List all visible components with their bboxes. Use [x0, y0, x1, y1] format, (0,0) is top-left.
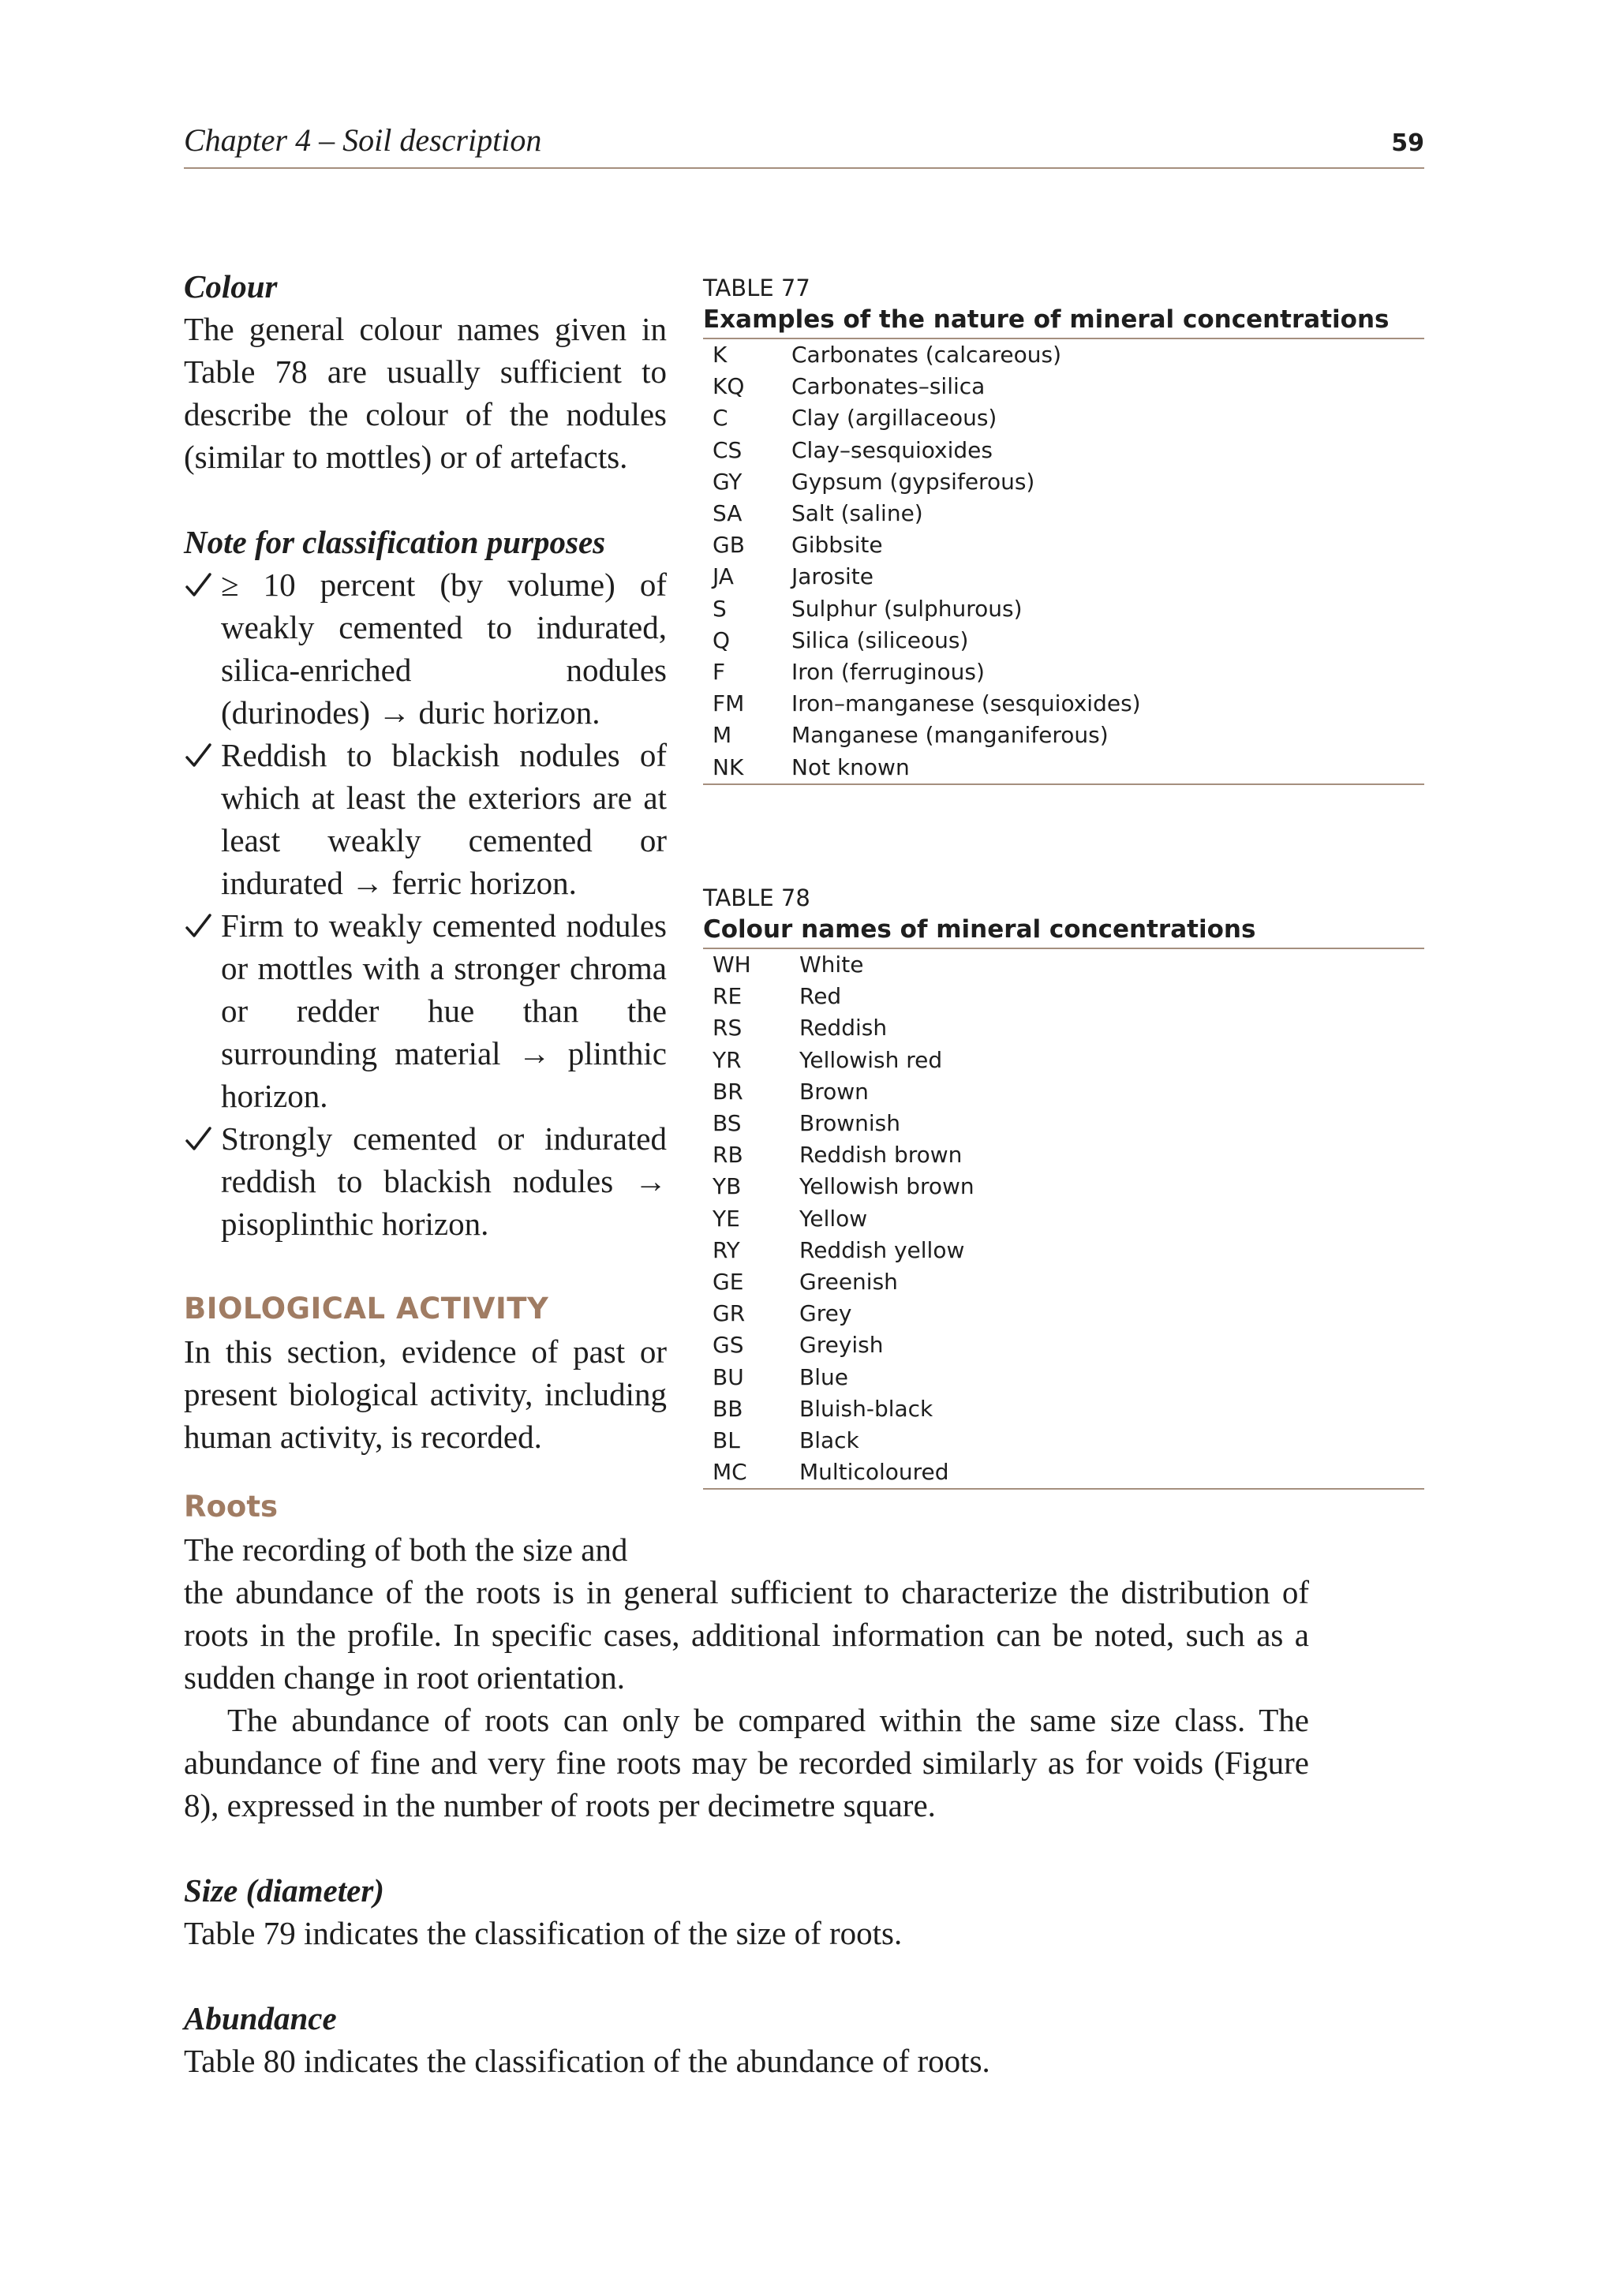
- check-icon: [184, 563, 215, 606]
- name-cell: Jarosite: [791, 563, 874, 590]
- running-header: [184, 118, 1424, 169]
- table-row: [703, 435, 1424, 466]
- running-title: Chapter 4 – Soil description: [184, 122, 542, 158]
- name-cell: Reddish yellow: [799, 1236, 965, 1263]
- abundance-heading: Abundance: [184, 2000, 337, 2036]
- table-row: [703, 1361, 1424, 1393]
- table-row: [703, 1298, 1424, 1329]
- biological-activity-heading: BIOLOGICAL ACTIVITY: [184, 1292, 549, 1326]
- table-row: [703, 1329, 1424, 1361]
- table-row: [703, 498, 1424, 529]
- name-cell: Gypsum (gypsiferous): [791, 468, 1035, 495]
- spacer: [184, 1954, 1309, 1997]
- name-cell: Carbonates–silica: [791, 373, 986, 400]
- name-cell: Iron (ferruginous): [791, 658, 985, 685]
- code-cell: YB: [713, 1173, 742, 1200]
- name-cell: Manganese (manganiferous): [791, 722, 1109, 749]
- note-item-text: Reddish to blackish nodules of which at least the exteriors are at least weakly cemented or indurated → ferric horizon.: [221, 737, 667, 901]
- table-row: [703, 1171, 1424, 1202]
- name-cell: Reddish brown: [799, 1142, 963, 1169]
- name-cell: Not known: [791, 753, 910, 780]
- table-row: [703, 1012, 1424, 1044]
- check-icon: [184, 734, 215, 776]
- table-row: [703, 339, 1424, 371]
- abundance-text: Table 80 indicates the classification of the abundance of roots.: [184, 2043, 990, 2079]
- code-cell: GE: [713, 1268, 744, 1295]
- code-cell: JA: [713, 563, 734, 590]
- table-row: [703, 1045, 1424, 1076]
- name-cell: Clay–sesquioxides: [791, 436, 993, 463]
- roots-paragraph-1-first-line: The recording of both the size and: [184, 1531, 628, 1568]
- table-row: [703, 720, 1424, 751]
- name-cell: Blue: [799, 1363, 848, 1390]
- table-row: [703, 561, 1424, 593]
- name-cell: Yellow: [799, 1205, 868, 1232]
- code-cell: YE: [713, 1205, 740, 1232]
- code-cell: RS: [713, 1015, 743, 1041]
- table-row: [703, 1393, 1424, 1425]
- note-heading: Note for classification purposes: [184, 524, 606, 560]
- code-cell: GB: [713, 532, 745, 559]
- code-cell: F: [713, 658, 726, 685]
- bottom-column: [184, 1486, 1309, 2082]
- note-item: [184, 1117, 667, 1245]
- table-row: [703, 656, 1424, 688]
- code-cell: RB: [713, 1142, 743, 1169]
- table-row: [703, 1425, 1424, 1457]
- code-cell: GY: [713, 468, 743, 495]
- code-cell: YR: [713, 1046, 742, 1073]
- table-row: [703, 688, 1424, 720]
- name-cell: Grey: [799, 1300, 852, 1327]
- table-row: [703, 751, 1424, 783]
- name-cell: Gibbsite: [791, 532, 883, 559]
- code-cell: MC: [713, 1459, 747, 1486]
- note-item-text: Firm to weakly cemented nodules or mottles with a stronger chroma or redder hue than the surrounding material → plinthic horizon.: [221, 907, 667, 1114]
- table-78: [703, 883, 1424, 1490]
- table-row: [703, 1108, 1424, 1139]
- name-cell: Red: [799, 983, 842, 1010]
- roots-heading: Roots: [184, 1490, 279, 1524]
- check-icon: [184, 1117, 215, 1160]
- note-item: [184, 563, 667, 734]
- code-cell: GS: [713, 1332, 744, 1359]
- code-cell: S: [713, 595, 727, 622]
- name-cell: Salt (saline): [791, 500, 923, 527]
- note-checklist: [184, 563, 667, 1245]
- name-cell: Clay (argillaceous): [791, 405, 997, 432]
- table-row: [703, 529, 1424, 561]
- name-cell: Iron–manganese (sesquioxides): [791, 690, 1141, 717]
- note-item: [184, 904, 667, 1117]
- code-cell: NK: [713, 753, 744, 780]
- table-caption: Examples of the nature of mineral concentrations: [703, 303, 1424, 339]
- note-item-text: ≥ 10 percent (by volume) of weakly cemented to indurated, silica-enriched nodules (durinodes) → duric horizon.: [221, 567, 667, 731]
- roots-paragraph-1: [184, 1528, 1309, 1699]
- roots-paragraph-1-rest: the abundance of the roots is in general sufficient to characterize the distribution of roots in the profile. In specific cases, additional information can be noted, such as a sudden change in root orientation.: [184, 1574, 1309, 1696]
- name-cell: Brown: [799, 1078, 869, 1105]
- code-cell: CS: [713, 436, 743, 463]
- table-label: TABLE 77: [703, 275, 810, 301]
- table-row: [703, 1235, 1424, 1266]
- table-78-body: [703, 949, 1424, 1490]
- name-cell: Bluish-black: [799, 1395, 933, 1422]
- code-cell: RY: [713, 1236, 740, 1263]
- name-cell: Greenish: [799, 1268, 898, 1295]
- spacer: [184, 1245, 667, 1288]
- name-cell: Greyish: [799, 1332, 884, 1359]
- code-cell: BL: [713, 1427, 740, 1453]
- code-cell: BB: [713, 1395, 743, 1422]
- code-cell: KQ: [713, 373, 745, 400]
- name-cell: Yellowish red: [799, 1046, 943, 1073]
- table-caption: Colour names of mineral concentrations: [703, 913, 1424, 949]
- code-cell: BS: [713, 1110, 742, 1137]
- table-77-body: [703, 339, 1424, 785]
- table-row: [703, 466, 1424, 498]
- page-number: 59: [1391, 129, 1424, 157]
- roots-paragraph-2: The abundance of roots can only be compared within the same size class. The abundance of fine and very fine roots may be recorded similarly as for voids (Figure 8), expressed in the number of roots per decimetre square.: [184, 1702, 1309, 1823]
- name-cell: Sulphur (sulphurous): [791, 595, 1023, 622]
- table-row: [703, 402, 1424, 434]
- spacer: [184, 1827, 1309, 1869]
- code-cell: GR: [713, 1300, 746, 1327]
- table-label: TABLE 78: [703, 884, 810, 911]
- table-row: [703, 371, 1424, 402]
- code-cell: C: [713, 405, 728, 432]
- table-row: [703, 981, 1424, 1012]
- table-row: [703, 593, 1424, 625]
- name-cell: Silica (siliceous): [791, 626, 969, 653]
- table-row: [703, 1203, 1424, 1235]
- name-cell: Carbonates (calcareous): [791, 342, 1062, 368]
- name-cell: Yellowish brown: [799, 1173, 974, 1200]
- table-row: [703, 1139, 1424, 1171]
- code-cell: M: [713, 722, 732, 749]
- code-cell: BU: [713, 1363, 744, 1390]
- biological-activity-text: In this section, evidence of past or present biological activity, including human activity, is recorded.: [184, 1333, 667, 1455]
- size-text: Table 79 indicates the classification of the size of roots.: [184, 1915, 903, 1951]
- colour-heading: Colour: [184, 268, 278, 305]
- code-cell: K: [713, 342, 728, 368]
- code-cell: Q: [713, 626, 731, 653]
- spacer: [184, 478, 667, 521]
- name-cell: White: [799, 952, 864, 978]
- table-row: [703, 1266, 1424, 1298]
- name-cell: Brownish: [799, 1110, 900, 1137]
- code-cell: SA: [713, 500, 743, 527]
- code-cell: WH: [713, 952, 751, 978]
- table-77: [703, 273, 1424, 785]
- table-row: [703, 1076, 1424, 1108]
- name-cell: Reddish: [799, 1015, 888, 1041]
- left-column: [184, 265, 667, 1458]
- code-cell: FM: [713, 690, 745, 717]
- table-row: [703, 1457, 1424, 1489]
- code-cell: BR: [713, 1078, 743, 1105]
- check-icon: [184, 904, 215, 947]
- note-item-text: Strongly cemented or indurated reddish to blackish nodules → pisoplinthic horizon.: [221, 1120, 667, 1242]
- name-cell: Multicoloured: [799, 1459, 949, 1486]
- code-cell: RE: [713, 983, 743, 1010]
- name-cell: Black: [799, 1427, 859, 1453]
- size-heading: Size (diameter): [184, 1872, 384, 1909]
- note-item: [184, 734, 667, 904]
- table-row: [703, 949, 1424, 981]
- table-row: [703, 625, 1424, 656]
- colour-text: The general colour names given in Table 78 are usually sufficient to describe the colour of the nodules (similar to mottles) or of artefacts.: [184, 311, 667, 475]
